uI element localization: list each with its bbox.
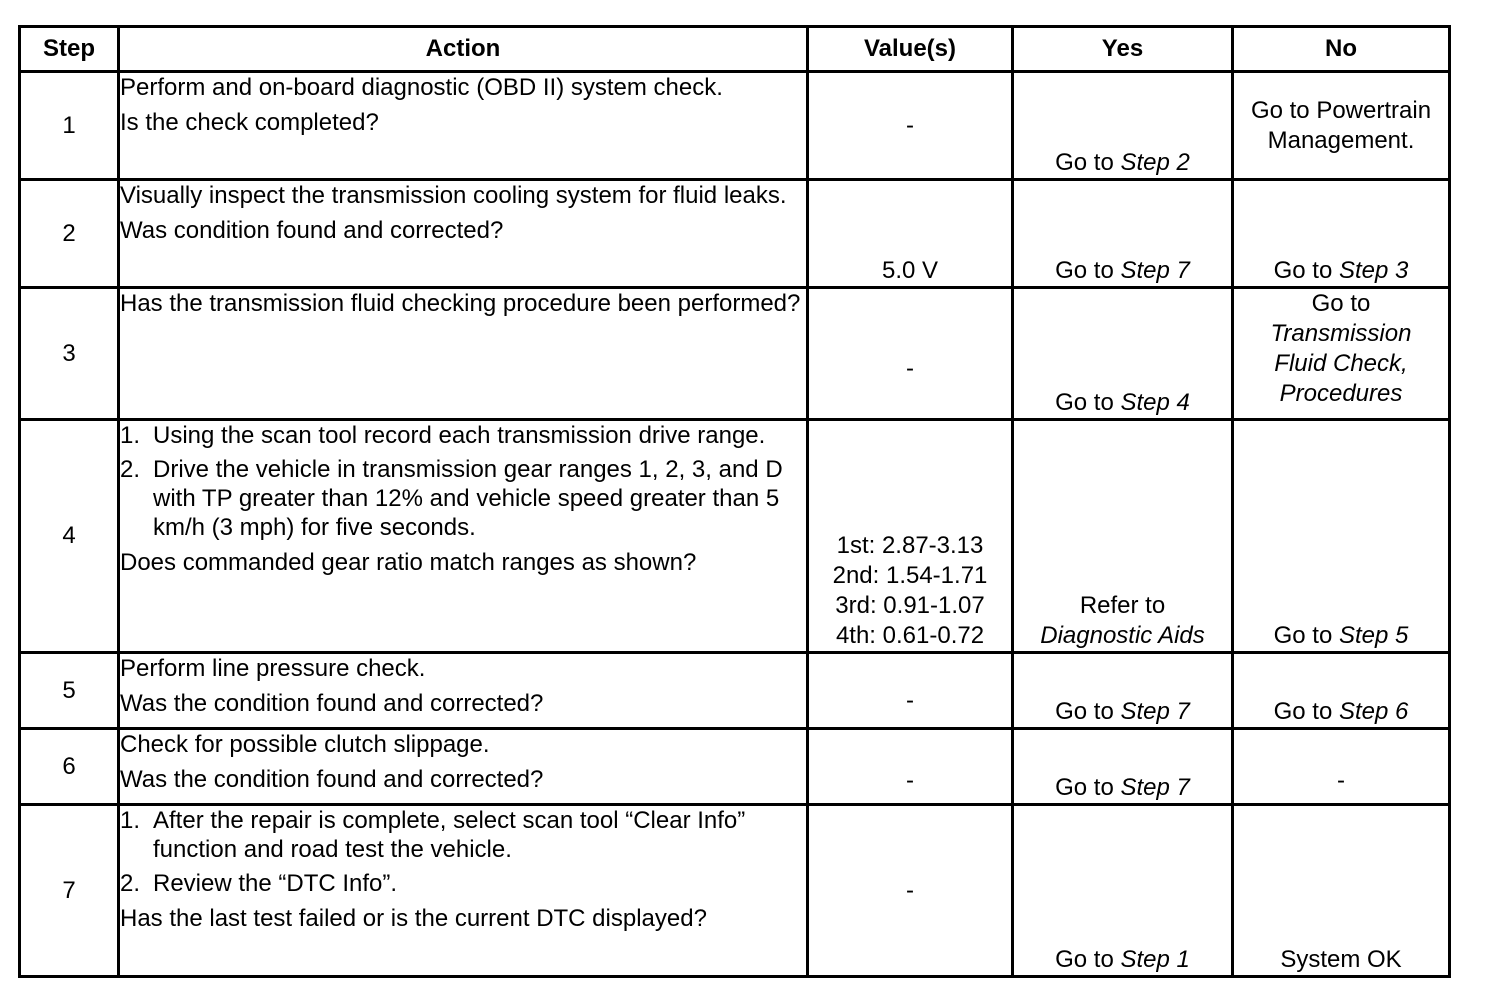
yes-prefix: Go to <box>1055 389 1114 416</box>
table-row-step-4 <box>20 420 1450 653</box>
list-item-number: 1. <box>120 807 141 834</box>
no-step-link[interactable]: Step 6 <box>1338 698 1409 725</box>
step-number: 2 <box>20 180 119 288</box>
action-text: Visually inspect the transmission cooling system for fluid leaks. <box>120 182 787 209</box>
step-number: 3 <box>20 288 119 420</box>
table-row-step-2 <box>20 180 1450 288</box>
list-item-text: After the repair is complete, select scan tool “Clear Info” function and road test the vehicle. <box>153 807 746 863</box>
no-step-link[interactable]: Step 3 <box>1338 257 1409 284</box>
header-yes: Yes <box>1013 27 1233 72</box>
action-question: Does commanded gear ratio match ranges as shown? <box>120 549 697 576</box>
list-item <box>120 806 806 864</box>
value-cell: 5.0 V <box>808 180 1013 288</box>
action-question: Has the last test failed or is the current DTC displayed? <box>120 905 707 932</box>
yes-step-link[interactable]: Step 7 <box>1120 257 1190 284</box>
list-item <box>120 869 806 898</box>
action-cell <box>119 729 808 805</box>
value-text: - <box>906 766 914 794</box>
list-item-text: Review the “DTC Info”. <box>153 870 398 897</box>
action-question: Was condition found and corrected? <box>120 217 504 244</box>
action-question: Was the condition found and corrected? <box>120 690 544 717</box>
no-prefix: Go to <box>1273 257 1333 284</box>
action-cell <box>119 420 808 653</box>
no-text: System OK <box>1280 946 1402 973</box>
header-step: Step <box>20 27 119 72</box>
action-list <box>120 806 806 898</box>
value-cell: - <box>808 72 1013 180</box>
action-list <box>120 421 806 542</box>
value-cell <box>808 729 1013 805</box>
yes-prefix: Go to <box>1055 257 1114 284</box>
step-number: 7 <box>20 805 119 977</box>
action-cell <box>119 288 808 420</box>
gear-ratio-range: 3rd: 0.91-1.07 <box>835 592 985 619</box>
step-number: 1 <box>20 72 119 180</box>
action-cell <box>119 180 808 288</box>
yes-step-link[interactable]: Step 7 <box>1120 698 1190 725</box>
yes-step-link[interactable]: Step 4 <box>1120 389 1190 416</box>
no-cell <box>1233 72 1450 180</box>
yes-step-link[interactable]: Step 1 <box>1120 946 1190 973</box>
table-row-step-1 <box>20 72 1450 180</box>
action-text: Perform and on-board diagnostic (OBD II) system check. <box>120 74 723 101</box>
no-ref-line: Fluid Check, <box>1274 350 1408 377</box>
no-cell <box>1233 653 1450 729</box>
yes-cell <box>1013 729 1233 805</box>
no-text: - <box>1337 766 1345 794</box>
header-row <box>20 27 1450 72</box>
gear-ratio-range: 4th: 0.61-0.72 <box>835 622 985 649</box>
list-item-number: 2. <box>120 456 141 483</box>
header-action: Action <box>119 27 808 72</box>
value-cell <box>808 288 1013 420</box>
no-procedure-link[interactable] <box>1234 319 1448 409</box>
action-text: Check for possible clutch slippage. <box>120 731 490 758</box>
value-text: - <box>906 686 914 714</box>
table-row-step-7 <box>20 805 1450 977</box>
yes-prefix: Go to <box>1055 946 1114 973</box>
action-question: Is the check completed? <box>120 109 379 136</box>
no-prefix: Go to <box>1273 698 1333 725</box>
no-text: Go to Powertrain Management. <box>1250 96 1432 154</box>
yes-diagnostic-aids-link[interactable]: Diagnostic Aids <box>1040 622 1205 649</box>
list-item-number: 2. <box>120 870 141 897</box>
yes-step-link[interactable]: Step 7 <box>1120 774 1190 801</box>
list-item-text: Using the scan tool record each transmission drive range. <box>153 422 766 449</box>
action-text: Has the transmission fluid checking procedure been performed? <box>120 290 801 317</box>
list-item <box>120 421 806 450</box>
header-no: No <box>1233 27 1450 72</box>
yes-step-link[interactable]: Step 2 <box>1120 149 1190 176</box>
list-item <box>120 455 806 542</box>
action-cell <box>119 805 808 977</box>
no-cell <box>1233 805 1450 977</box>
no-step-link[interactable]: Step 5 <box>1338 622 1409 649</box>
yes-prefix: Go to <box>1055 774 1114 801</box>
step-number: 4 <box>20 420 119 653</box>
value-text: - <box>906 354 914 382</box>
value-cell <box>808 420 1013 653</box>
no-prefix: Go to <box>1273 622 1333 649</box>
yes-cell <box>1013 72 1233 180</box>
yes-prefix: Go to <box>1055 698 1114 725</box>
value-text: - <box>906 876 914 904</box>
gear-ratio-range: 2nd: 1.54-1.71 <box>832 562 988 589</box>
no-cell <box>1233 729 1450 805</box>
table-row-step-6 <box>20 729 1450 805</box>
action-cell <box>119 653 808 729</box>
action-question: Was the condition found and corrected? <box>120 766 544 793</box>
no-ref-line: Procedures <box>1279 380 1403 407</box>
yes-cell <box>1013 805 1233 977</box>
value-cell <box>808 653 1013 729</box>
no-ref-line: Transmission <box>1270 320 1412 347</box>
diagnostic-table <box>18 25 1451 978</box>
header-values: Value(s) <box>808 27 1013 72</box>
step-number: 6 <box>20 729 119 805</box>
no-cell <box>1233 180 1450 288</box>
step-number: 5 <box>20 653 119 729</box>
yes-cell <box>1013 288 1233 420</box>
yes-cell <box>1013 420 1233 653</box>
gear-ratio-range: 1st: 2.87-3.13 <box>836 532 984 559</box>
no-cell <box>1233 420 1450 653</box>
yes-prefix: Refer to <box>1079 592 1166 619</box>
yes-cell <box>1013 180 1233 288</box>
yes-cell <box>1013 653 1233 729</box>
yes-prefix: Go to <box>1055 149 1114 176</box>
action-cell <box>119 72 808 180</box>
table-row-step-3 <box>20 288 1450 420</box>
table-row-step-5 <box>20 653 1450 729</box>
list-item-text: Drive the vehicle in transmission gear ranges 1, 2, 3, and D with TP greater than 12% and vehicle speed greater than 5 km/h (3 mph) for five seconds. <box>153 456 783 541</box>
no-cell <box>1233 288 1450 420</box>
no-prefix: Go to <box>1311 290 1371 317</box>
value-cell <box>808 805 1013 977</box>
list-item-number: 1. <box>120 422 141 449</box>
action-text: Perform line pressure check. <box>120 655 426 682</box>
